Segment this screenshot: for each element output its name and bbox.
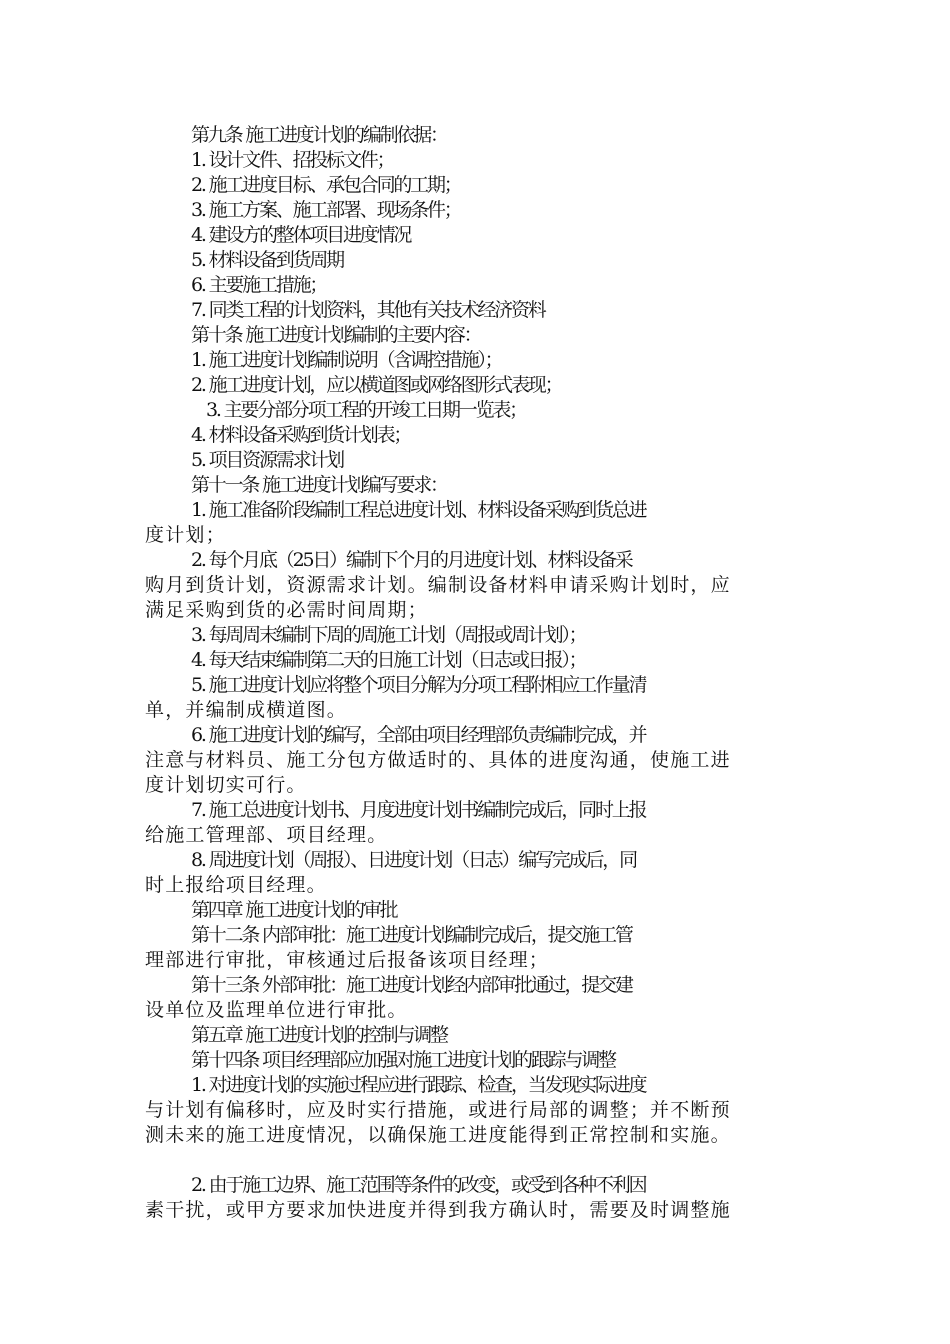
list-item: 5. 项目资源需求计划 — [191, 449, 343, 471]
paragraph-line: 6. 施工进度计划的编写，全部由项目经理部负责编制完成，并 — [191, 724, 646, 746]
paragraph-line: 度计划； — [145, 524, 226, 546]
paragraph-line: 1. 施工准备阶段编制工程总进度计划、材料设备采购到货总进 — [191, 499, 646, 521]
article-13-line: 第十三条 外部审批：施工进度计划经内部审批通过，提交建 — [191, 974, 632, 996]
list-item: 3. 主要分部分项工程的开竣工日期一览表； — [206, 399, 526, 421]
paragraph-line: 满足采购到货的必需时间周期； — [145, 599, 428, 621]
list-item: 2. 施工进度计划，应以横道图或网络图形式表现； — [191, 374, 562, 396]
list-item: 3. 施工方案、施工部署、现场条件； — [191, 199, 461, 221]
list-item: 4. 建设方的整体项目进度情况 — [191, 224, 411, 246]
list-item: 1. 施工进度计划编制说明（含调控措施）； — [191, 349, 502, 371]
paragraph-line: 测未来的施工进度情况，以确保施工进度能得到正常控制和实施。 — [145, 1124, 731, 1146]
paragraph-line: 度计划切实可行。 — [145, 774, 307, 796]
paragraph-line: 1. 对进度计划的实施过程应进行跟踪、检查，当发现实际进度 — [191, 1074, 646, 1096]
list-item: 1. 设计文件、招投标文件； — [191, 149, 394, 171]
list-item: 6. 主要施工措施； — [191, 274, 327, 296]
paragraph-line: 单，并编制成横道图。 — [145, 699, 348, 721]
article-10-heading: 第十条 施工进度计划编制的主要内容： — [191, 324, 481, 346]
article-12-line: 第十二条 内部审批：施工进度计划编制完成后，提交施工管 — [191, 924, 632, 946]
chapter-4-heading: 第四章 施工进度计划的审批 — [191, 899, 397, 921]
paragraph-line: 注意与材料员、施工分包方做适时的、具体的进度沟通，使施工进 — [145, 749, 731, 771]
paragraph-line: 购月到货计划，资源需求计划。编制设备材料申请采购计划时，应 — [145, 574, 731, 596]
list-item: 2. 施工进度目标、承包合同的工期； — [191, 174, 461, 196]
paragraph-line: 4. 每天结束编制第二天的日施工计划（日志或日报）； — [191, 649, 586, 671]
paragraph-line: 2. 由于施工边界、施工范围等条件的改变，或受到各种不利因 — [191, 1174, 646, 1196]
article-9-heading: 第九条 施工进度计划的编制依据： — [191, 124, 447, 146]
paragraph-line: 8. 周进度计划（周报）、日进度计划（日志）编写完成后，同 — [191, 849, 636, 871]
paragraph-line: 2. 每个月底（25日）编制下个月的月进度计划、材料设备采 — [191, 549, 632, 571]
list-item: 5. 材料设备到货周期 — [191, 249, 343, 271]
paragraph-line: 7. 施工总进度计划书、月度进度计划书编制完成后，同时上报 — [191, 799, 646, 821]
paragraph-line: 给施工管理部、项目经理。 — [145, 824, 388, 846]
paragraph-line: 理部进行审批，审核通过后报备该项目经理； — [145, 949, 550, 971]
article-11-heading: 第十一条 施工进度计划编写要求： — [191, 474, 447, 496]
list-item: 7. 同类工程的计划资料，其他有关技术经济资料 — [191, 299, 545, 321]
paragraph-line: 设单位及监理单位进行审批。 — [145, 999, 408, 1021]
list-item: 4. 材料设备采购到货计划表； — [191, 424, 411, 446]
paragraph-line: 3. 每周周末编制下周的周施工计划（周报或周计划）； — [191, 624, 586, 646]
article-14-heading: 第十四条 项目经理部应加强对施工进度计划的跟踪与调整 — [191, 1049, 615, 1071]
paragraph-line: 与计划有偏移时，应及时实行措施，或进行局部的调整；并不断预 — [145, 1099, 731, 1121]
paragraph-line: 5. 施工进度计划应将整个项目分解为分项工程附相应工作量清 — [191, 674, 646, 696]
paragraph-line: 素干扰，或甲方要求加快进度并得到我方确认时，需要及时调整施 — [145, 1199, 731, 1221]
chapter-5-heading: 第五章 施工进度计划的控制与调整 — [191, 1024, 447, 1046]
paragraph-line: 时上报给项目经理。 — [145, 874, 327, 896]
